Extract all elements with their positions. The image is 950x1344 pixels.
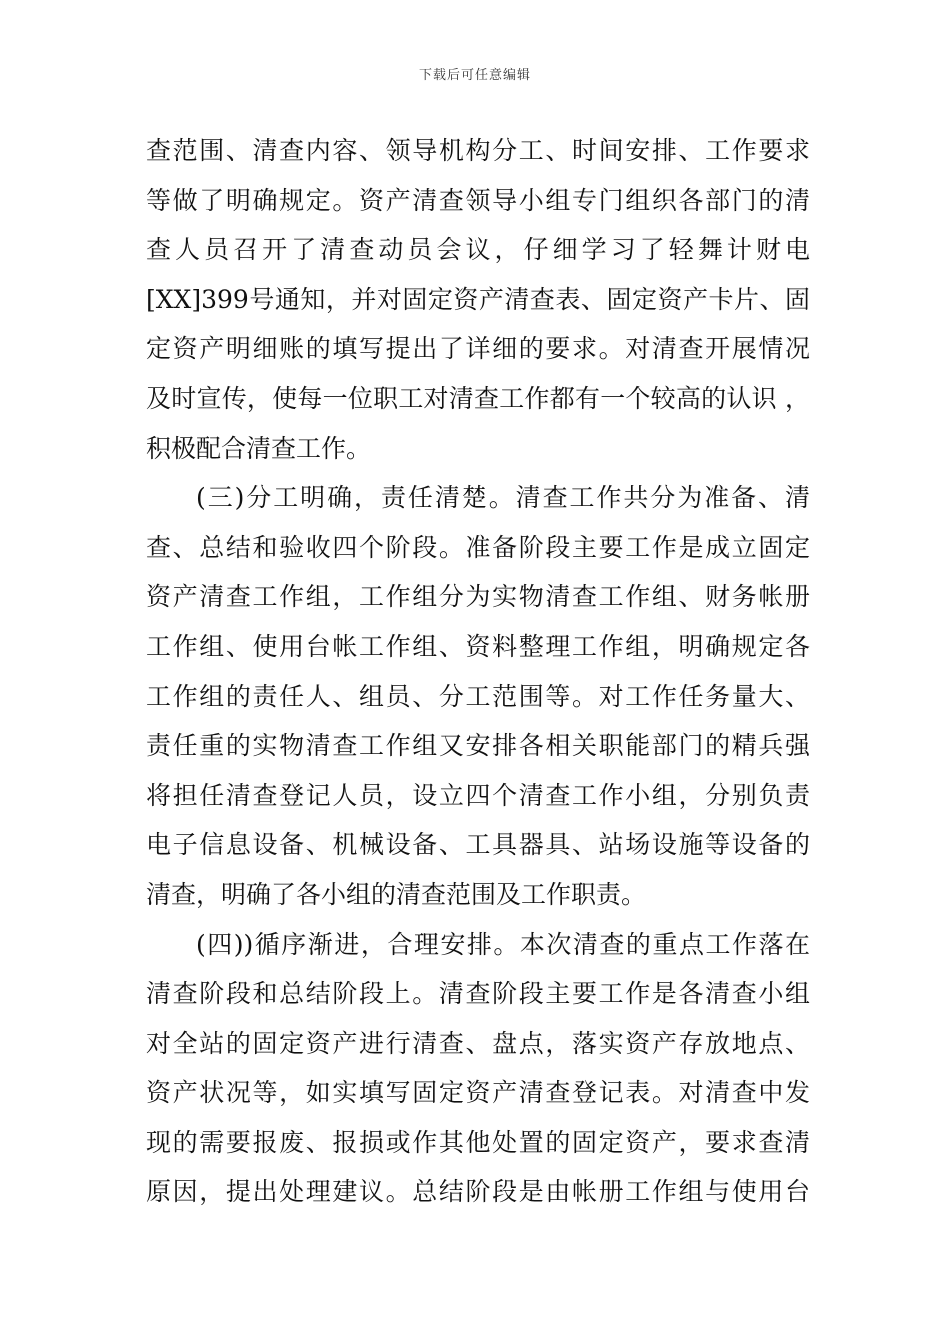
text-line: 原因，提出处理建议。总结阶段是由帐册工作组与使用台 — [146, 1177, 810, 1207]
paragraph-2 — [146, 473, 810, 919]
text-line: 积极配合清查工作。 — [146, 433, 372, 463]
text-line: [XX]399号通知，并对固定资产清查表、固定资产卡片、固 — [146, 284, 810, 314]
text-line: 对全站的固定资产进行清查、盘点，落实资产存放地点、 — [146, 1028, 810, 1058]
text-line: (四))循序渐进，合理安排。本次清查的重点工作落在 — [196, 929, 810, 959]
text-line: 等做了明确规定。资产清查领导小组专门组织各部门的清 — [146, 185, 810, 215]
text-line: 定资产明细账的填写提出了详细的要求。对清查开展情况 — [146, 334, 810, 364]
page-header-note: 下载后可任意编辑 — [418, 68, 531, 83]
paragraph-3 — [146, 920, 810, 1218]
text-line: 查范围、清查内容、领导机构分工、时间安排、工作要求 — [146, 136, 810, 165]
text-line: 及时宣传，使每一位职工对清查工作都有一个较高的认识 ， — [146, 383, 810, 413]
text-line: 工作组的责任人、组员、分工范围等。对工作任务量大、 — [146, 681, 810, 711]
text-line: 查人员召开了清查动员会议，仔细学习了轻舞计财电 — [146, 235, 810, 265]
text-line: 将担任清查登记人员，设立四个清查工作小组，分别负责 — [146, 780, 810, 810]
text-line: 工作组、使用台帐工作组、资料整理工作组，明确规定各 — [146, 631, 810, 661]
document-body — [146, 126, 810, 1217]
text-line: 责任重的实物清查工作组又安排各相关职能部门的精兵强 — [146, 731, 810, 761]
text-line: 资产清查工作组，工作组分为实物清查工作组、财务帐册 — [146, 582, 810, 612]
text-line: 清查，明确了各小组的清查范围及工作职责。 — [146, 879, 647, 909]
text-line: 查、总结和验收四个阶段。准备阶段主要工作是成立固定 — [146, 532, 810, 562]
text-line: (三)分工明确，责任清楚。清查工作共分为准备、清 — [196, 483, 810, 513]
text-line: 资产状况等，如实填写固定资产清查登记表。对清查中发 — [146, 1078, 810, 1108]
text-line: 现的需要报废、报损或作其他处置的固定资产，要求查清 — [146, 1127, 810, 1157]
paragraph-1 — [146, 126, 810, 473]
text-line: 电子信息设备、机械设备、工具器具、站场设施等设备的 — [146, 830, 810, 860]
text-line: 清查阶段和总结阶段上。清查阶段主要工作是各清查小组 — [146, 979, 810, 1009]
